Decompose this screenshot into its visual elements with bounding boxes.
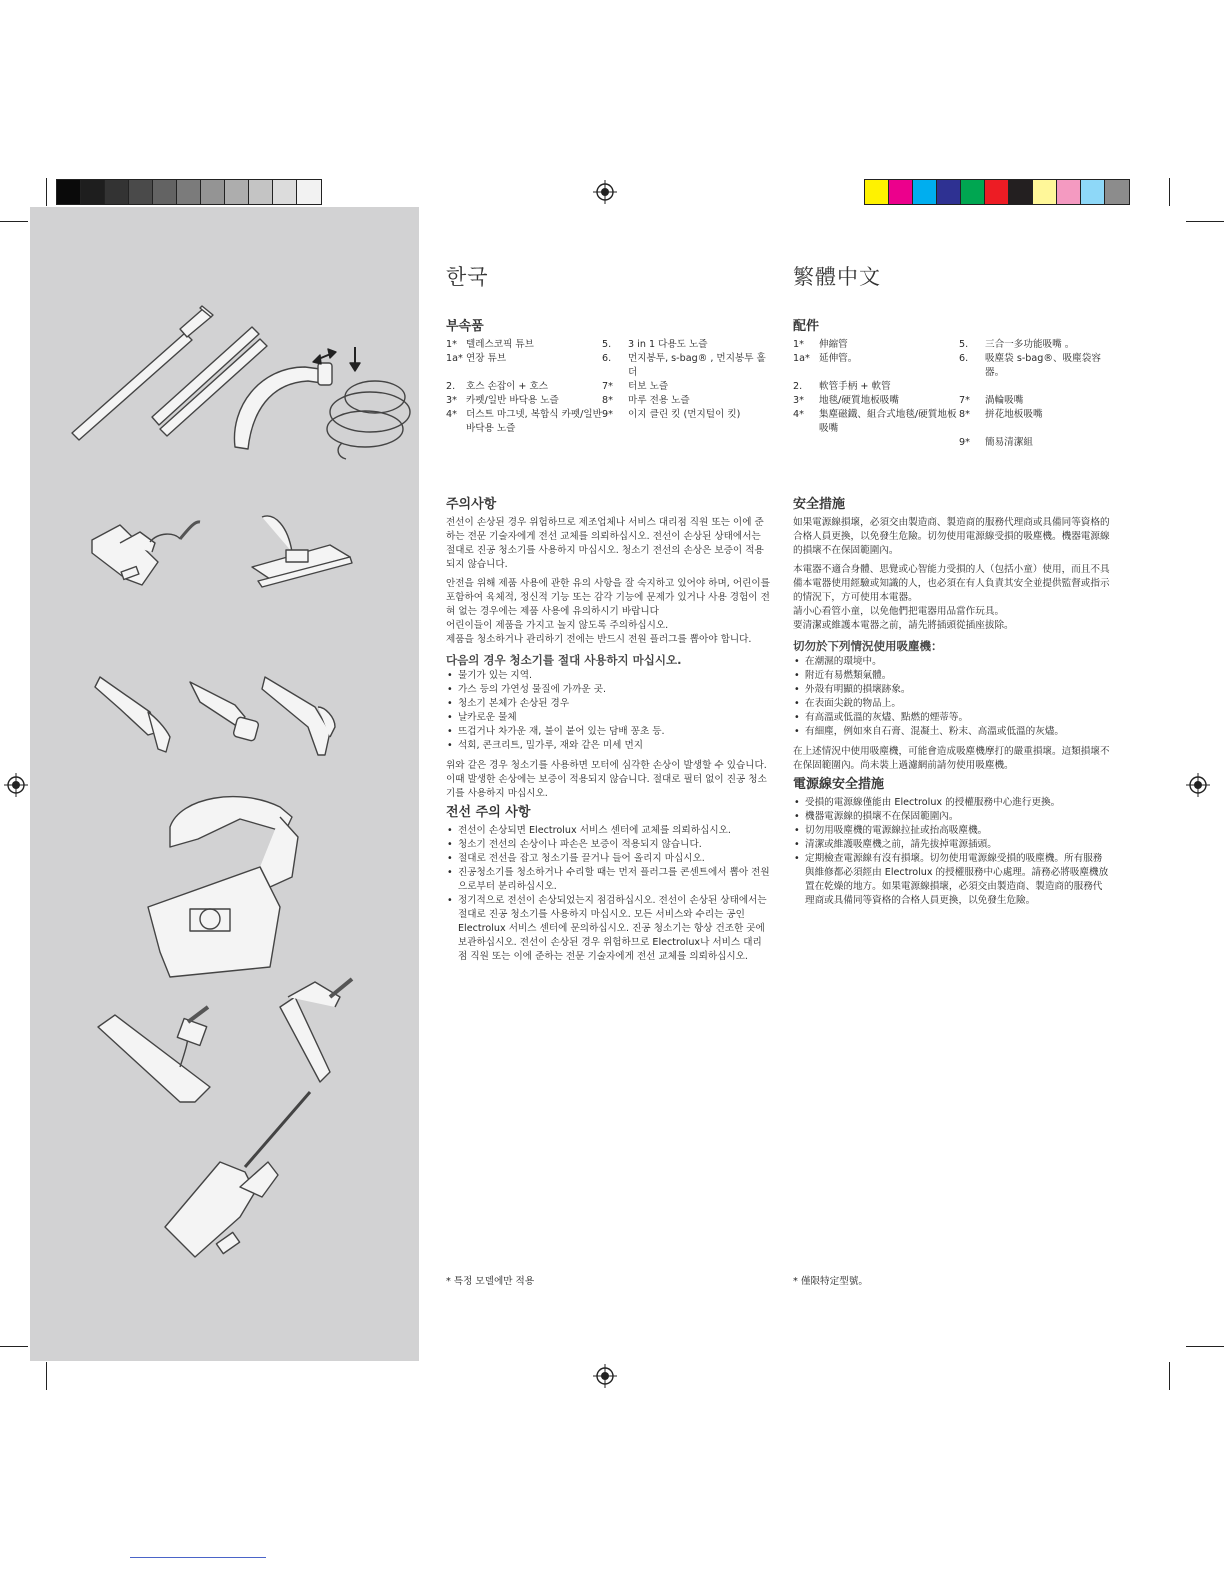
list-item: • 機器電源線的損壞不在保固範圍內。 xyxy=(793,810,1111,824)
korean-column xyxy=(446,265,770,962)
list-item: • 전선이 손상되면 Electrolux 서비스 센터에 교체를 의뢰하십시오. xyxy=(446,824,770,838)
color-swatch xyxy=(81,180,105,204)
list-item: • 가스 등의 가연성 물질에 가까운 곳. xyxy=(446,683,770,697)
crop-mark xyxy=(1169,1362,1170,1390)
list-item: • 有細塵，例如來自石膏、混凝土、粉末、高溫或低溫的灰燼。 xyxy=(793,725,1111,739)
list-item: • 外殼有明顯的損壞跡象。 xyxy=(793,683,1111,697)
color-calibration-bar xyxy=(864,179,1130,205)
color-swatch xyxy=(937,180,961,204)
color-swatch xyxy=(225,180,249,204)
accessory-item-number: 1* xyxy=(793,339,804,350)
list-item: • 석회, 콘크리트, 밀가루, 재와 같은 미세 먼지 xyxy=(446,739,770,753)
accessory-item-label: 伸縮管 xyxy=(819,339,848,350)
safety-paragraph: 本電器不適合身體、思覺或心智能力受損的人（包括小童）使用，而且不具備本電器使用經驗或知識的人，也必須在有人負責其安全並提供監督或指示的情況下，方可使用本電器。 xyxy=(793,564,1110,603)
hard-floor-nozzle-icon xyxy=(280,979,352,1082)
accessory-item-number: 3* xyxy=(446,395,457,406)
crop-mark xyxy=(0,1346,28,1347)
list-item: • 청소기 본체가 손상된 경우 xyxy=(446,697,770,711)
accessory-item-number: 7* xyxy=(959,395,970,406)
registration-mark-icon xyxy=(4,773,28,797)
registration-mark-icon xyxy=(1186,773,1210,797)
list-item: • 附近有易燃類氣體。 xyxy=(793,669,1111,683)
accessory-item-number: 9* xyxy=(602,409,613,420)
color-swatch xyxy=(177,180,201,204)
accessory-item-label: 마루 전용 노즐 xyxy=(628,395,690,406)
color-swatch xyxy=(1105,180,1129,204)
color-swatch xyxy=(129,180,153,204)
accessory-item-label xyxy=(819,436,959,450)
crop-mark xyxy=(1186,1346,1224,1347)
accessory-item-number: 1* xyxy=(446,339,457,350)
accessory-item-label: 텔레스코픽 튜브 xyxy=(466,339,534,350)
accessory-item-label: 簡易清潔組 xyxy=(985,437,1033,448)
color-swatch xyxy=(201,180,225,204)
accessory-item-number: 8* xyxy=(602,395,613,406)
accessory-item-label: 3 in 1 다용도 노즐 xyxy=(628,339,708,350)
accessory-item-label: 터보 노즐 xyxy=(628,381,669,392)
accessory-item-label: 더스트 마그넷, 복합식 카펫/일반 바닥용 노즐 xyxy=(466,409,602,434)
color-swatch xyxy=(961,180,985,204)
footer-rule xyxy=(130,1557,266,1558)
never-use-heading: 切勿於下列情況使用吸塵機： xyxy=(793,639,943,653)
never-use-heading: 다음의 경우 청소기를 절대 사용하지 마십시오. xyxy=(446,653,682,667)
accessory-item-label: 拼花地板吸嘴 xyxy=(985,409,1043,420)
hose-handle-icon xyxy=(234,363,332,449)
list-item: • 진공청소기를 청소하거나 수리할 때는 먼저 플러그를 콘센트에서 뽑아 전원으로부터 분리하십시오. xyxy=(446,866,770,894)
accessories-heading: 配件 xyxy=(793,319,820,334)
accessory-item-number: 5. xyxy=(959,339,969,350)
list-item: • 날카로운 물체 xyxy=(446,711,770,725)
chinese-column xyxy=(793,265,1111,906)
caution-heading: 주의사항 xyxy=(446,497,497,512)
accessory-item-number: 7* xyxy=(602,381,613,392)
accessory-illustrations xyxy=(30,207,419,1361)
accessory-item-number: 6. xyxy=(602,353,612,364)
list-item: • 清潔或維護吸塵機之前，請先拔掉電源插頭。 xyxy=(793,838,1111,852)
accessories-list xyxy=(446,338,770,436)
registration-mark-icon xyxy=(593,180,617,204)
safety-heading: 安全措施 xyxy=(793,497,846,512)
list-item: • 절대로 전선을 잡고 청소기를 끌거나 들어 올리지 마십시오. xyxy=(446,852,770,866)
accessory-item-number: 1a* xyxy=(446,353,463,364)
list-item: • 청소기 전선의 손상이나 파손은 보증이 적용되지 않습니다. xyxy=(446,838,770,852)
color-swatch xyxy=(297,180,321,204)
accessory-item-label: 集塵磁鐵、組合式地毯/硬質地板吸嘴 xyxy=(819,409,957,434)
accessories-list xyxy=(793,338,1111,450)
korean-footnote: * 특정 모델에만 적용 xyxy=(446,1276,535,1287)
language-title-korean: 한국 xyxy=(446,265,489,289)
accessory-item-number: 4* xyxy=(793,409,804,420)
caution-paragraph: 안전을 위해 제품 사용에 관한 유의 사항을 잘 숙지하고 있어야 하며, 어린이를 포함하여 육체적, 정신적 기능 또는 감각 기능에 문제가 있거나 사용 경험이 전혀 없는 경우에는 제품 사용에 유의하시기 바랍니다 xyxy=(446,578,770,617)
color-swatch xyxy=(1009,180,1033,204)
list-item: • 切勿用吸塵機的電源線拉扯或抬高吸塵機。 xyxy=(793,824,1111,838)
dust-bag-holder-icon xyxy=(170,797,298,887)
accessory-item-number xyxy=(959,380,985,394)
accessory-item-number: 5. xyxy=(602,339,612,350)
accessory-item-label: 카펫/일반 바닥용 노즐 xyxy=(466,395,559,406)
accessory-item-number: 8* xyxy=(959,409,970,420)
accessory-item-number: 4* xyxy=(446,409,457,420)
carpet-nozzle-icon xyxy=(92,522,200,585)
accessory-item-label: 三合一多功能吸嘴 。 xyxy=(985,339,1075,350)
crevice-tool-icon xyxy=(95,677,170,752)
safety-paragraph: 要清潔或維護本電器之前，請先將插頭從插座拔除。 xyxy=(793,620,1014,631)
dusting-brush-icon xyxy=(190,682,259,742)
accessory-item-number xyxy=(793,436,819,450)
color-swatch xyxy=(105,180,129,204)
accessory-item-label: 연장 튜브 xyxy=(466,353,507,364)
color-swatch xyxy=(865,180,889,204)
list-item: • 在表面尖銳的物品上。 xyxy=(793,697,1111,711)
combination-nozzle-icon xyxy=(252,516,352,587)
accessory-item-label xyxy=(985,380,1111,394)
accessory-item-label: 이지 클린 킷 (먼지털이 킷) xyxy=(628,409,741,420)
accessory-item-label: 吸塵袋 s-bag®、吸塵袋容器。 xyxy=(985,353,1101,378)
crop-mark xyxy=(1186,221,1224,222)
color-swatch xyxy=(273,180,297,204)
telescopic-tube-icon xyxy=(72,306,213,440)
crop-mark xyxy=(0,221,28,222)
accessory-item-label: 延伸管。 xyxy=(819,353,858,364)
color-swatch xyxy=(913,180,937,204)
safety-paragraph: 在上述情況中使用吸塵機，可能會造成吸塵機摩打的嚴重損壞。這類損壞不在保固範圍內。尚未裝上過濾網前請勿使用吸塵機。 xyxy=(793,746,1110,771)
caution-paragraph: 제품을 청소하거나 관리하기 전에는 반드시 전원 플러그를 뽑아야 합니다. xyxy=(446,634,752,645)
accessory-item-number: 1a* xyxy=(793,353,810,364)
accessory-item-label: 地毯/硬質地板吸嘴 xyxy=(819,395,899,406)
parquet-nozzle-icon xyxy=(98,1007,210,1102)
upholstery-nozzle-icon xyxy=(262,677,335,755)
color-swatch xyxy=(889,180,913,204)
accessory-item-label: 먼지봉투, s-bag® , 먼지봉투 홀더 xyxy=(628,353,766,378)
accessory-illustration-panel xyxy=(30,207,419,1361)
accessory-item-label: 호스 손잡이 + 호스 xyxy=(466,381,549,392)
safety-paragraph: 請小心看管小童，以免他們把電器用品當作玩具。 xyxy=(793,606,1005,617)
list-item: • 뜨겁거나 차가운 재, 불이 붙어 있는 담배 꽁초 등. xyxy=(446,725,770,739)
color-swatch xyxy=(985,180,1009,204)
color-swatch xyxy=(153,180,177,204)
list-item: • 在潮濕的環境中。 xyxy=(793,655,1111,669)
cord-heading: 電源線安全措施 xyxy=(793,777,885,792)
list-item: • 受損的電源線僅能由 Electrolux 的授權服務中心進行更換。 xyxy=(793,796,1111,810)
list-item: • 물기가 있는 지역. xyxy=(446,669,770,683)
color-swatch xyxy=(1057,180,1081,204)
crop-mark xyxy=(46,178,47,206)
accessory-item-number: 3* xyxy=(793,395,804,406)
accessory-item-number: 2. xyxy=(793,381,803,392)
accessory-item-label: 軟管手柄 + 軟管 xyxy=(819,381,891,392)
list-item: • 有高溫或低溫的灰燼、點燃的煙蒂等。 xyxy=(793,711,1111,725)
dust-bag-icon xyxy=(148,867,280,977)
accessory-item-number: 9* xyxy=(959,437,970,448)
color-swatch xyxy=(249,180,273,204)
cord-safety-list xyxy=(446,824,770,964)
hose-icon xyxy=(327,381,410,459)
never-use-list xyxy=(446,669,770,753)
cord-safety-list xyxy=(793,796,1111,908)
grayscale-calibration-bar xyxy=(56,179,322,205)
registration-mark-icon xyxy=(593,1364,617,1388)
accessory-item-label: 渦輪吸嘴 xyxy=(985,395,1024,406)
caution-paragraph: 위와 같은 경우 청소기를 사용하면 모터에 심각한 손상이 발생할 수 있습니다. 이때 발생한 손상에는 보증이 적용되지 않습니다. 절대로 필터 없이 진공 청소기를 사용하지 마십시오. xyxy=(446,760,767,799)
accessory-item-number: 2. xyxy=(446,381,456,392)
accessories-heading: 부속품 xyxy=(446,319,484,334)
safety-paragraph: 如果電源線損壞，必須交由製造商、製造商的服務代理商或具備同等資格的合格人員更換，以免發生危險。切勿使用電源線受損的吸塵機。機器電源線的損壞不在保固範圍內。 xyxy=(793,517,1110,556)
crop-mark xyxy=(46,1362,47,1390)
color-swatch xyxy=(1033,180,1057,204)
accessory-item-number: 6. xyxy=(959,353,969,364)
list-item: • 정기적으로 전선이 손상되었는지 점검하십시오. 전선이 손상된 상태에서는 절대로 진공 청소기를 사용하지 마십시오. 모든 서비스와 수리는 공인 Electrolux 서비스 센터에 문의하십시오. 진공 청소기는 항상 건조한 곳에 보관하십시오. 전선이 손상된 경우 위험하므로 Electrolux나 서비스 대리점 직원 또는 이에 준하는 전문 기술자에게 전선 교체를 의뢰하십시오. xyxy=(446,894,770,964)
caution-paragraph: 어린이들이 제품을 가지고 놀지 않도록 주의하십시오. xyxy=(446,620,669,631)
language-title-chinese: 繁體中文 xyxy=(793,265,881,289)
list-item: • 定期檢查電源線有沒有損壞。切勿使用電源線受損的吸塵機。所有服務與維修都必須經由 Electrolux 的授權服務中心處理。請務必將吸塵機放置在乾燥的地方。如果電源線損壞，必須交由製造商、製造商的服務代理商或具備同等資格的合格人員更換，以免發生危險。 xyxy=(793,852,1111,908)
never-use-list xyxy=(793,655,1111,739)
easy-clean-kit-icon xyxy=(165,1092,310,1257)
caution-paragraph: 전선이 손상된 경우 위험하므로 제조업체나 서비스 대리점 직원 또는 이에 준하는 전문 기술자에게 전선 교체를 의뢰하십시오. 전선이 손상된 상태에서는 절대로 진공 청소기를 사용하지 마십시오. 청소기 전선의 손상은 보증이 적용되지 않습니다. xyxy=(446,517,764,570)
cord-heading: 전선 주의 사항 xyxy=(446,805,531,820)
color-swatch xyxy=(57,180,81,204)
color-swatch xyxy=(1081,180,1105,204)
chinese-footnote: * 僅限特定型號。 xyxy=(793,1276,869,1287)
crop-mark xyxy=(1169,178,1170,206)
